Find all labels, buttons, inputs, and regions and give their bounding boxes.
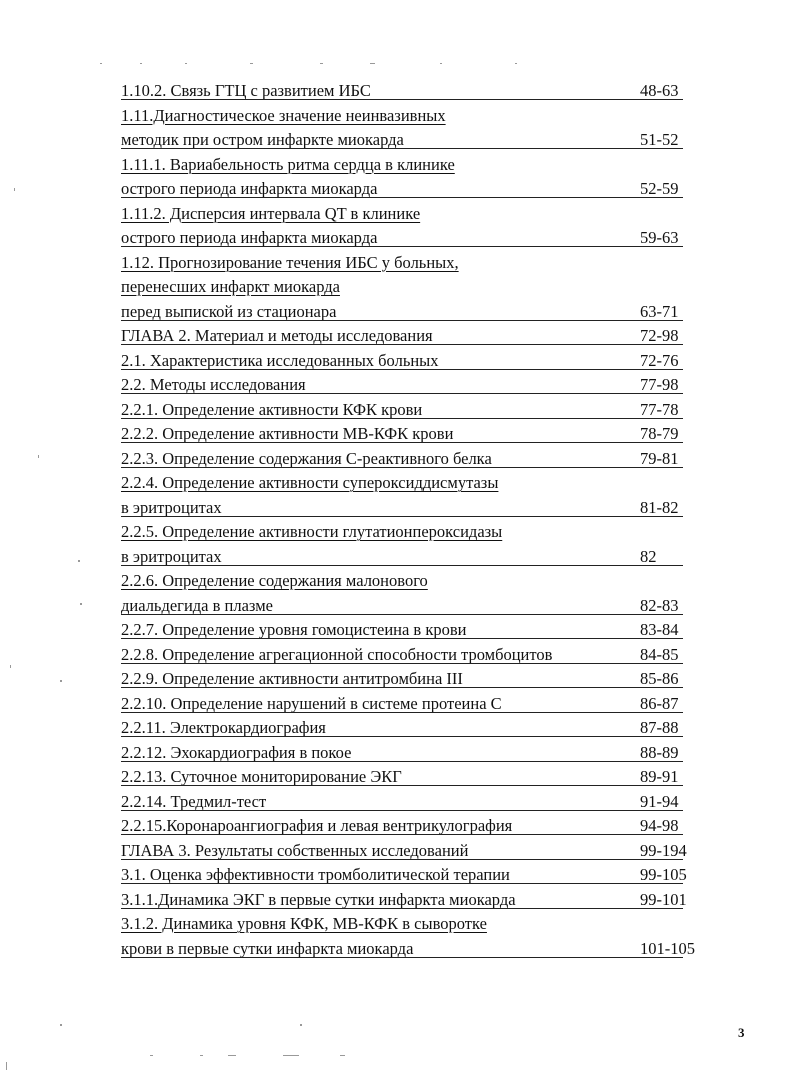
- toc-entry-pages: 85-86: [640, 669, 679, 688]
- toc-leader-rule: [121, 614, 683, 615]
- toc-leader-rule: [121, 565, 683, 566]
- toc-row: [121, 520, 706, 545]
- toc-row: [121, 569, 706, 594]
- toc-row: [121, 177, 706, 202]
- toc-leader-rule: [121, 246, 683, 247]
- toc-entry-pages: 86-87: [640, 693, 679, 713]
- toc-entry-title: 2.2.11. Электрокардиография: [121, 718, 326, 737]
- toc-leader-rule: [121, 148, 683, 149]
- toc-entry-title: 2.2. Методы исследования: [121, 375, 306, 394]
- toc-entry-pages: 72-76: [640, 350, 679, 370]
- toc-leader-rule: [121, 638, 683, 639]
- toc-entry-title: 2.2.2. Определение активности МВ-КФК крови: [121, 424, 454, 443]
- toc-entry-title: 1.11.Диагностическое значение неинвазивных: [121, 105, 446, 125]
- toc-leader-rule: [121, 320, 683, 321]
- toc-row: [121, 790, 706, 815]
- toc-leader-rule: [121, 467, 683, 468]
- toc-entry-pages: 91-94: [640, 791, 679, 811]
- toc-entry-title: острого периода инфаркта миокарда: [121, 179, 378, 198]
- toc-entry-pages: 52-59: [640, 179, 679, 198]
- toc-row: [121, 275, 706, 300]
- toc-row: [121, 545, 706, 570]
- toc-leader-rule: [121, 834, 683, 835]
- toc-leader-rule: [121, 712, 683, 713]
- toc-entry-title: 2.2.14. Тредмил-тест: [121, 791, 267, 811]
- toc-entry-pages: 101-105: [640, 938, 695, 958]
- toc-row: [121, 667, 706, 692]
- toc-row: [121, 202, 706, 227]
- toc-entry-title: 2.2.13. Суточное мониторирование ЭКГ: [121, 767, 402, 786]
- toc-entry-pages: 63-71: [640, 301, 679, 321]
- toc-leader-rule: [121, 810, 683, 811]
- toc-row: [121, 888, 706, 913]
- page-number: 3: [738, 1025, 745, 1040]
- toc-entry-title: ГЛАВА 2. Материал и методы исследования: [121, 326, 433, 345]
- table-of-contents: [121, 79, 706, 961]
- toc-entry-title: 2.2.10. Определение нарушений в системе протеина С: [121, 693, 502, 713]
- toc-leader-rule: [121, 761, 683, 762]
- toc-chapter-row: [121, 324, 706, 349]
- toc-entry-pages: 83-84: [640, 620, 679, 639]
- toc-entry-title: ГЛАВА 3. Результаты собственных исследований: [121, 840, 469, 860]
- toc-row: [121, 226, 706, 251]
- toc-entry-pages: 88-89: [640, 742, 679, 762]
- toc-row: [121, 716, 706, 741]
- toc-entry-title: перенесших инфаркт миокарда: [121, 277, 340, 296]
- toc-row: [121, 937, 706, 962]
- toc-entry-title: диальдегида в плазме: [121, 595, 273, 615]
- toc-entry-pages: 79-81: [640, 448, 679, 468]
- toc-entry-pages: 87-88: [640, 718, 679, 737]
- toc-entry-title: в эритроцитах: [121, 546, 222, 566]
- toc-leader-rule: [121, 908, 683, 909]
- toc-entry-title: 2.2.9. Определение активности антитромбина III: [121, 669, 463, 688]
- toc-row: [121, 79, 706, 104]
- toc-entry-title: в эритроцитах: [121, 497, 222, 517]
- toc-entry-title: 2.2.8. Определение агрегационной способности тромбоцитов: [121, 644, 553, 664]
- toc-entry-pages: 84-85: [640, 644, 679, 664]
- toc-entry-title: 3.1.1.Динамика ЭКГ в первые сутки инфаркта миокарда: [121, 889, 516, 909]
- toc-entry-title: 1.11.1. Вариабельность ритма сердца в клинике: [121, 154, 455, 174]
- toc-row: [121, 741, 706, 766]
- toc-entry-title: 2.2.12. Эхокардиография в покое: [121, 742, 352, 762]
- toc-entry-title: 3.1. Оценка эффективности тромболитической терапии: [121, 865, 510, 884]
- toc-leader-rule: [121, 99, 683, 100]
- toc-leader-rule: [121, 393, 683, 394]
- toc-row: [121, 128, 706, 153]
- toc-entry-title: 2.2.5. Определение активности глутатионпероксидазы: [121, 522, 503, 541]
- toc-entry-title: 2.2.3. Определение содержания С-реактивного белка: [121, 448, 492, 468]
- toc-leader-rule: [121, 418, 683, 419]
- toc-row: [121, 373, 706, 398]
- toc-row: [121, 447, 706, 472]
- toc-row: [121, 349, 706, 374]
- toc-row: [121, 153, 706, 178]
- toc-entry-pages: 99-194: [640, 840, 687, 860]
- toc-row: [121, 863, 706, 888]
- toc-entry-pages: 48-63: [640, 81, 679, 100]
- toc-entry-pages: 94-98: [640, 816, 679, 835]
- toc-entry-pages: 77-78: [640, 399, 679, 419]
- toc-row: [121, 814, 706, 839]
- toc-leader-rule: [121, 736, 683, 737]
- toc-leader-rule: [121, 663, 683, 664]
- toc-row: [121, 300, 706, 325]
- toc-leader-rule: [121, 957, 683, 958]
- toc-row: [121, 594, 706, 619]
- toc-entry-title: 1.11.2. Дисперсия интервала QT в клинике: [121, 203, 421, 223]
- toc-entry-title: методик при остром инфаркте миокарда: [121, 130, 404, 149]
- toc-entry-title: острого периода инфаркта миокарда: [121, 228, 378, 247]
- toc-entry-title: 2.2.15.Коронароангиография и левая вентрикулография: [121, 816, 513, 835]
- toc-entry-title: 3.1.2. Динамика уровня КФК, МВ-КФК в сыворотке: [121, 914, 487, 933]
- toc-entry-pages: 77-98: [640, 375, 679, 394]
- toc-leader-rule: [121, 197, 683, 198]
- toc-leader-rule: [121, 859, 683, 860]
- toc-leader-rule: [121, 687, 683, 688]
- toc-entry-pages: 82: [640, 546, 657, 566]
- toc-entry-title: 2.2.6. Определение содержания малонового: [121, 571, 428, 590]
- toc-leader-rule: [121, 516, 683, 517]
- toc-entry-title: 2.2.1. Определение активности КФК крови: [121, 399, 423, 419]
- toc-row: [121, 692, 706, 717]
- toc-entry-title: перед выпиской из стационара: [121, 301, 337, 321]
- toc-leader-rule: [121, 344, 683, 345]
- toc-row: [121, 496, 706, 521]
- toc-entry-pages: 99-105: [640, 865, 687, 884]
- toc-row: [121, 104, 706, 129]
- toc-row: [121, 422, 706, 447]
- toc-leader-rule: [121, 785, 683, 786]
- toc-row: [121, 912, 706, 937]
- toc-row: [121, 398, 706, 423]
- toc-row: [121, 765, 706, 790]
- toc-entry-pages: 78-79: [640, 424, 679, 443]
- toc-entry-title: крови в первые сутки инфаркта миокарда: [121, 938, 414, 958]
- toc-row: [121, 618, 706, 643]
- toc-entry-pages: 82-83: [640, 595, 679, 615]
- toc-entry-pages: 89-91: [640, 767, 679, 786]
- toc-entry-title: 2.2.7. Определение уровня гомоцистеина в крови: [121, 620, 467, 639]
- toc-entry-pages: 51-52: [640, 130, 679, 149]
- toc-entry-title: 2.2.4. Определение активности супероксиддисмутазы: [121, 473, 499, 492]
- toc-chapter-row: [121, 839, 706, 864]
- toc-leader-rule: [121, 883, 683, 884]
- toc-entry-title: 1.10.2. Связь ГТЦ с развитием ИБС: [121, 81, 371, 100]
- toc-row: [121, 471, 706, 496]
- toc-row: [121, 643, 706, 668]
- toc-entry-pages: 99-101: [640, 889, 687, 909]
- toc-entry-title: 2.1. Характеристика исследованных больных: [121, 350, 439, 370]
- toc-entry-title: 1.12. Прогнозирование течения ИБС у больных,: [121, 252, 459, 272]
- toc-row: [121, 251, 706, 276]
- toc-entry-pages: 72-98: [640, 326, 679, 345]
- toc-entry-pages: 81-82: [640, 497, 679, 517]
- toc-leader-rule: [121, 369, 683, 370]
- toc-entry-pages: 59-63: [640, 228, 679, 247]
- toc-leader-rule: [121, 442, 683, 443]
